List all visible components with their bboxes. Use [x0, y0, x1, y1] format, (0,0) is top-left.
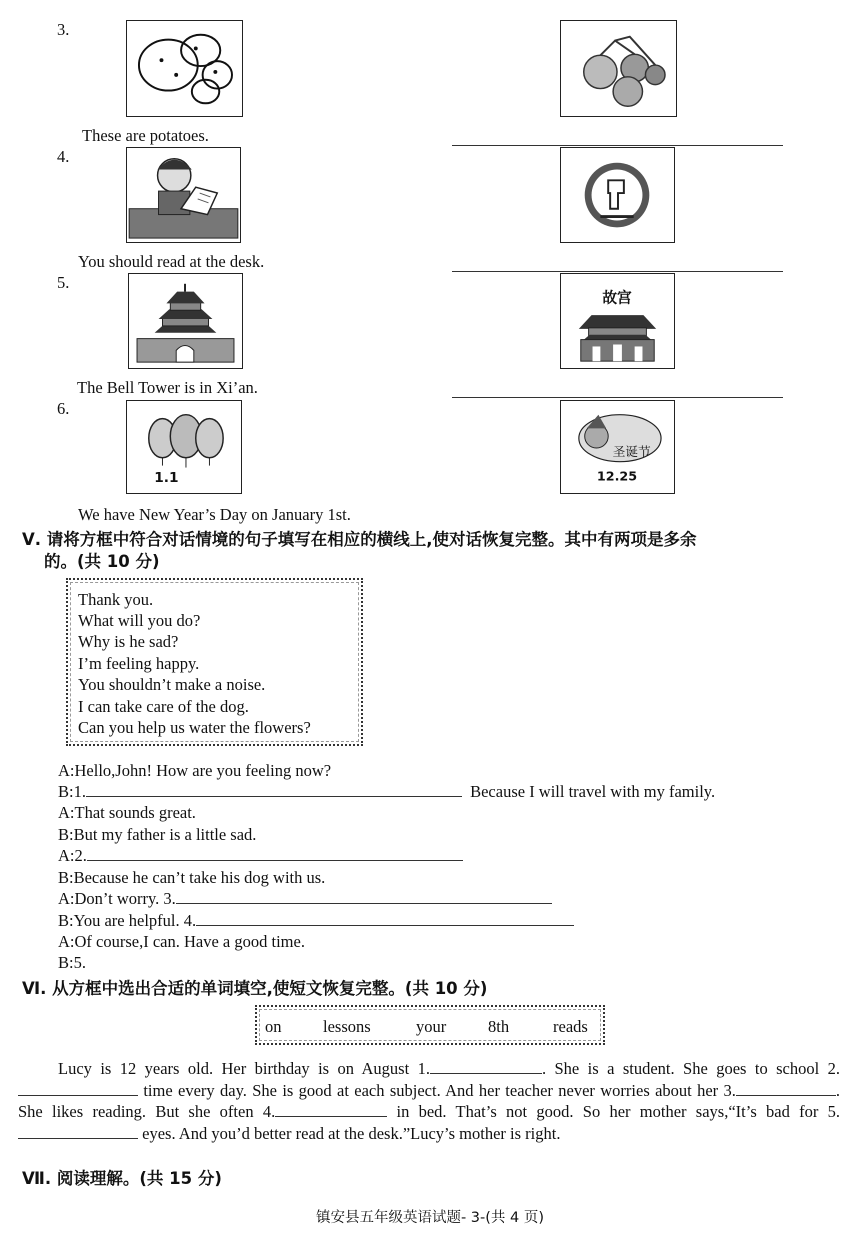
- word-bank-word-2: lessons: [323, 1017, 371, 1036]
- new-year-lanterns-picture: [126, 400, 242, 494]
- answer-blank-3[interactable]: [176, 889, 552, 904]
- dialogue-line-8: [58, 911, 574, 931]
- christmas-picture: [560, 400, 675, 494]
- option-4: I’m feeling happy.: [78, 654, 200, 673]
- christmas-date-label: 12.25: [596, 468, 638, 484]
- cloze-blank-4[interactable]: [275, 1101, 387, 1117]
- cloze-blank-2[interactable]: [18, 1080, 138, 1096]
- option-2: What will you do?: [78, 611, 201, 630]
- page-footer: 镇安县五年级英语试题- 3-(共 4 页): [315, 1210, 545, 1226]
- passage-text-6: eyes. And you’d better read at the desk.”Lucy’s mother is right.: [138, 1123, 561, 1143]
- word-bank-word-5: reads: [553, 1017, 588, 1036]
- item-5-sentence: The Bell Tower is in Xi’an.: [77, 378, 258, 397]
- word-bank-word-1: on: [265, 1017, 282, 1036]
- item-5-number: 5.: [57, 273, 70, 292]
- word-bank-word-4: 8th: [488, 1017, 510, 1036]
- dialogue-line-1: A:Hello,John! How are you feeling now?: [58, 761, 332, 780]
- cloze-blank-1-label: 1.: [417, 1059, 430, 1078]
- dialogue-line-2-text: Because I will travel with my family.: [470, 782, 716, 801]
- dialogue-line-9: A:Of course,I can. Have a good time.: [58, 932, 305, 951]
- section-vi-heading: Ⅵ. 从方框中选出合适的单词填空,使短文恢复完整。(共 10 分): [22, 979, 488, 998]
- bell-tower-picture: [128, 273, 243, 369]
- cloze-blank-5[interactable]: [18, 1123, 138, 1139]
- dialogue-line-5-label: A:2.: [58, 846, 87, 865]
- item-4-number: 4.: [57, 147, 70, 166]
- forbidden-city-label: 故宫: [602, 289, 632, 307]
- dialogue-line-10-label: B:5.: [58, 953, 86, 972]
- dialogue-line-8-label: B:You are helpful. 4.: [58, 911, 197, 930]
- item-3-sentence: These are potatoes.: [82, 126, 209, 145]
- answer-blank-1[interactable]: [86, 782, 462, 797]
- new-year-date-label: 1.1: [154, 470, 179, 487]
- item-6-number: 6.: [57, 399, 70, 418]
- item-6-sentence: We have New Year’s Day on January 1st.: [78, 505, 351, 524]
- dialogue-line-3: A:That sounds great.: [58, 803, 196, 822]
- option-3: Why is he sad?: [78, 632, 179, 651]
- option-1: Thank you.: [78, 590, 154, 609]
- forbidden-city-picture: [560, 273, 675, 369]
- answer-blank-2[interactable]: [87, 846, 463, 861]
- passage-text-1: Lucy is 12 years old. Her birthday is on August: [58, 1059, 418, 1078]
- passage-text-2: . She is a student. She goes to school: [541, 1059, 828, 1078]
- dialogue-line-4: B:But my father is a little sad.: [58, 825, 257, 844]
- cloze-blank-2-label: 2.: [827, 1059, 840, 1078]
- dialogue-line-10: [58, 953, 86, 973]
- potatoes-picture: [126, 20, 243, 117]
- dialogue-line-2-label: B:1.: [58, 782, 86, 801]
- passage-text-3: time every day. She is good at each subject. And her teacher never worries about her: [138, 1080, 724, 1100]
- dialogue-line-7-label: A:Don’t worry. 3.: [58, 889, 176, 908]
- option-5: You shouldn’t make a noise.: [78, 675, 266, 694]
- section-v-heading-line2: 的。(共 10 分): [44, 552, 160, 571]
- answer-blank-4[interactable]: [196, 911, 574, 926]
- dialogue-line-7: [58, 889, 552, 909]
- word-bank-word-3: your: [416, 1017, 447, 1036]
- cloze-blank-3-label: 3.: [723, 1080, 736, 1100]
- option-6: I can take care of the dog.: [78, 697, 249, 716]
- passage-text-5: in bed. That’s not good. So her mother says,“It’s bad for: [387, 1102, 828, 1121]
- item-4-sentence: You should read at the desk.: [78, 252, 265, 271]
- christmas-label: 圣诞节: [612, 443, 651, 459]
- item-4-answer-line: [452, 271, 783, 272]
- dialogue-line-2: [58, 782, 715, 802]
- dialogue-line-5: [58, 846, 463, 866]
- cloze-blank-4-label: 4.: [262, 1102, 276, 1121]
- item-3-answer-line: [452, 145, 783, 146]
- cloze-passage: [18, 1058, 840, 1144]
- boy-reading-picture: [126, 147, 241, 243]
- dialogue-line-6: B:Because he can’t take his dog with us.: [58, 868, 326, 887]
- section-vii-heading: Ⅶ. 阅读理解。(共 15 分): [22, 1169, 222, 1188]
- item-3-number: 3.: [57, 20, 70, 39]
- cloze-blank-1[interactable]: [430, 1058, 542, 1074]
- no-noise-sign-picture: [560, 147, 675, 243]
- section-v-heading-line1: Ⅴ. 请将方框中符合对话情境的句子填写在相应的横线上,使对话恢复完整。其中有两项是多余: [22, 530, 697, 549]
- cloze-blank-5-label: 5.: [827, 1102, 840, 1121]
- tomatoes-picture: [560, 20, 677, 117]
- passage-text-4: . She likes reading. But she often: [18, 1080, 840, 1121]
- cloze-blank-3[interactable]: [736, 1080, 836, 1096]
- option-7: Can you help us water the flowers?: [78, 718, 311, 737]
- item-5-answer-line: [452, 397, 783, 398]
